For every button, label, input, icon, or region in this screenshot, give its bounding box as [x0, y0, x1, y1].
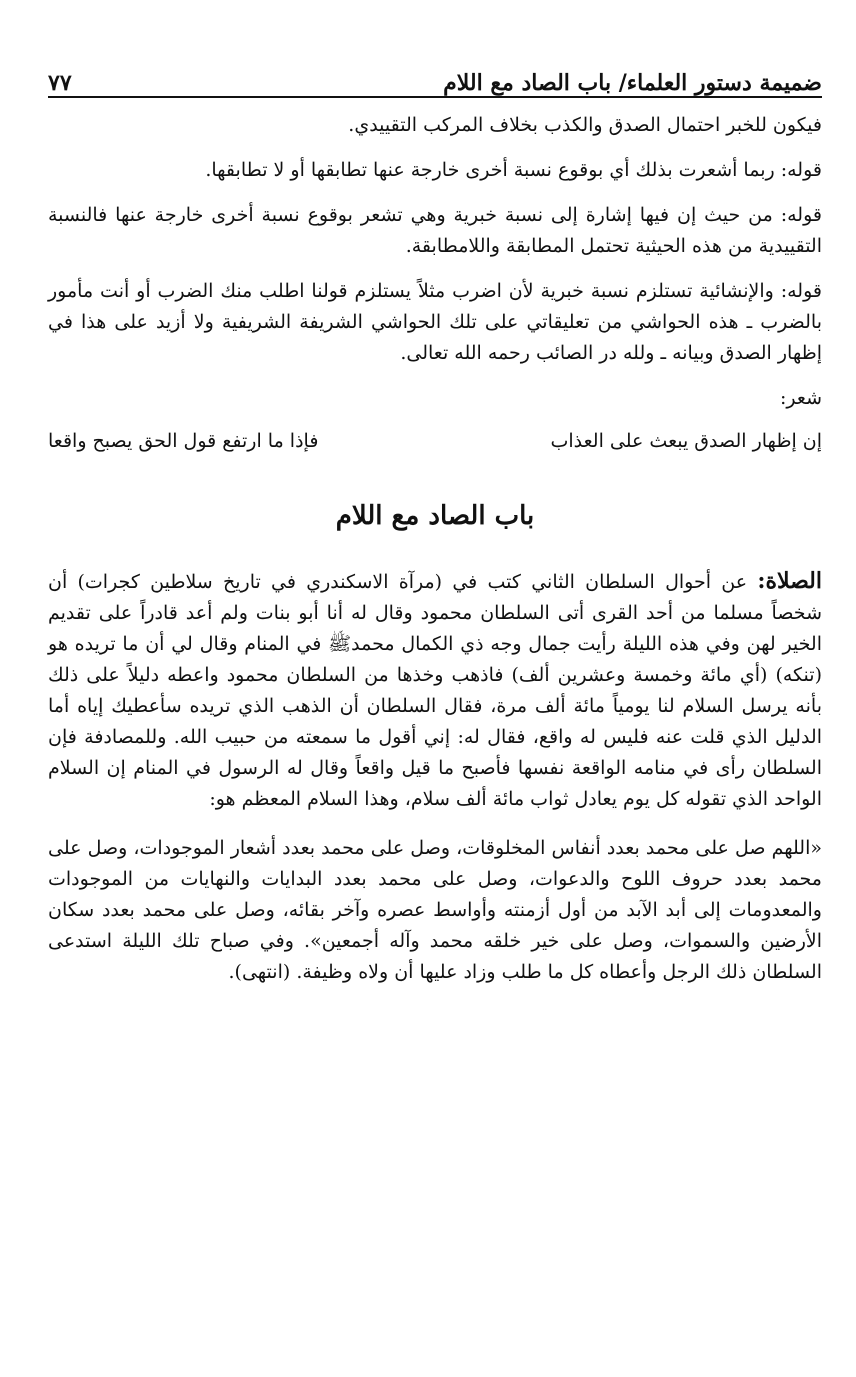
paragraph-4-text: والإنشائية تستلزم نسبة خبرية لأن اضرب مثلاً يستلزم قولنا اطلب منك الضرب أو أنت مأمور بالضرب ـ هذه الحواشي من تعليقاتي على تلك الحواشي الشريفة الشريفية ولا أزيد على هذا في إظهار الصدق وبيانه ـ ولله در الصائب رحمه الله تعالى.	[48, 280, 822, 364]
paragraph-2-lead: قوله:	[780, 159, 822, 181]
paragraph-2-text: ربما أشعرت بذلك أي بوقوع نسبة أخرى خارجة عنها تطابقها أو لا تطابقها.	[205, 159, 781, 181]
paragraph-4-lead: قوله:	[780, 280, 822, 302]
poem-verse	[48, 426, 822, 457]
entry-term: الصلاة:	[757, 568, 822, 594]
page	[48, 52, 822, 1377]
paragraph-3	[48, 200, 822, 262]
entry-quote-text: «اللهم صل على محمد بعدد أنفاس المخلوقات، وصل على محمد بعدد أشعار الموجودات، وصل على محمد بعدد حروف اللوح والدعوات، وصل على محمد بعدد البدايات والنهايات من الموجودات والمعدومات إلى أبد الآبد من أول أزمنته وأواسط عصره وآخر بقائه، وصل على محمد بعدد سكان الأرضين والسموات، وصل على خير خلقه محمد وآله أجمعين». وفي صباح تلك الليلة استدعى السلطان ذلك الرجل وأعطاه كل ما طلب وزاد عليها أن ولاه وظيفة. (انتهى).	[48, 837, 822, 983]
paragraph-2	[48, 155, 822, 186]
page-number: ٧٧	[48, 70, 72, 96]
poem-label: شعر:	[780, 387, 822, 409]
running-header	[48, 52, 822, 98]
paragraph-1-text: فيكون للخبر احتمال الصدق والكذب بخلاف المركب التقييدي.	[348, 114, 822, 136]
page-content	[48, 110, 822, 988]
paragraph-3-text: من حيث إن فيها إشارة إلى نسبة خبرية وهي تشعر بوقوع نسبة أخرى خارجة عنها فالنسبة التقييدية من هذه الحيثية تحتمل المطابقة واللامطابقة.	[48, 204, 822, 257]
entry-quote	[48, 833, 822, 988]
poem-first-hemistich: إن إظهار الصدق يبعث على العذاب	[550, 430, 822, 452]
paragraph-3-lead: قوله:	[780, 204, 822, 226]
paragraph-1	[48, 110, 822, 141]
entry-paragraph	[48, 566, 822, 815]
section-title: باب الصاد مع اللام	[335, 501, 535, 531]
entry-body: عن أحوال السلطان الثاني كتب في (مرآة الاسكندري في تاريخ سلاطين كجرات) أن شخصاً مسلما من أحد القرى أتى السلطان محمود وقال له أنا أبو بنات ولم أعد قادراً على تقديم الخير لهن وفي هذه الليلة رأيت جمال وجه ذي الكمال محمدﷺ في المنام وقال لي أن ما تريده هو (تنكه) (أي مائة وخمسة وعشرين ألف) فاذهب وخذها من السلطان محمود واعطه دليلاً على ذلك بأنه يرسل السلام لنا يومياً مائة ألف مرة، فقال السلطان أن الذهب الذي تريده سأعطيك إياه أما الدليل الذي قلت عنه فليس له واقع، فقال له: إني أقول ما سمعته من حبيب الله. وللمصادفة فإن السلطان رأى في منامه الواقعة نفسها فأصبح ما قيل واقعاً وقال له الرسول في المنام إن السلام الواحد الذي تقوله كل يوم يعادل ثواب مائة ألف سلام، وهذا السلام المعظم هو:	[48, 571, 822, 810]
paragraph-4	[48, 276, 822, 369]
poem-second-hemistich: فإذا ما ارتفع قول الحق يصبح واقعا	[48, 430, 319, 452]
header-title: ضميمة دستور العلماء/ باب الصاد مع اللام	[443, 70, 822, 96]
